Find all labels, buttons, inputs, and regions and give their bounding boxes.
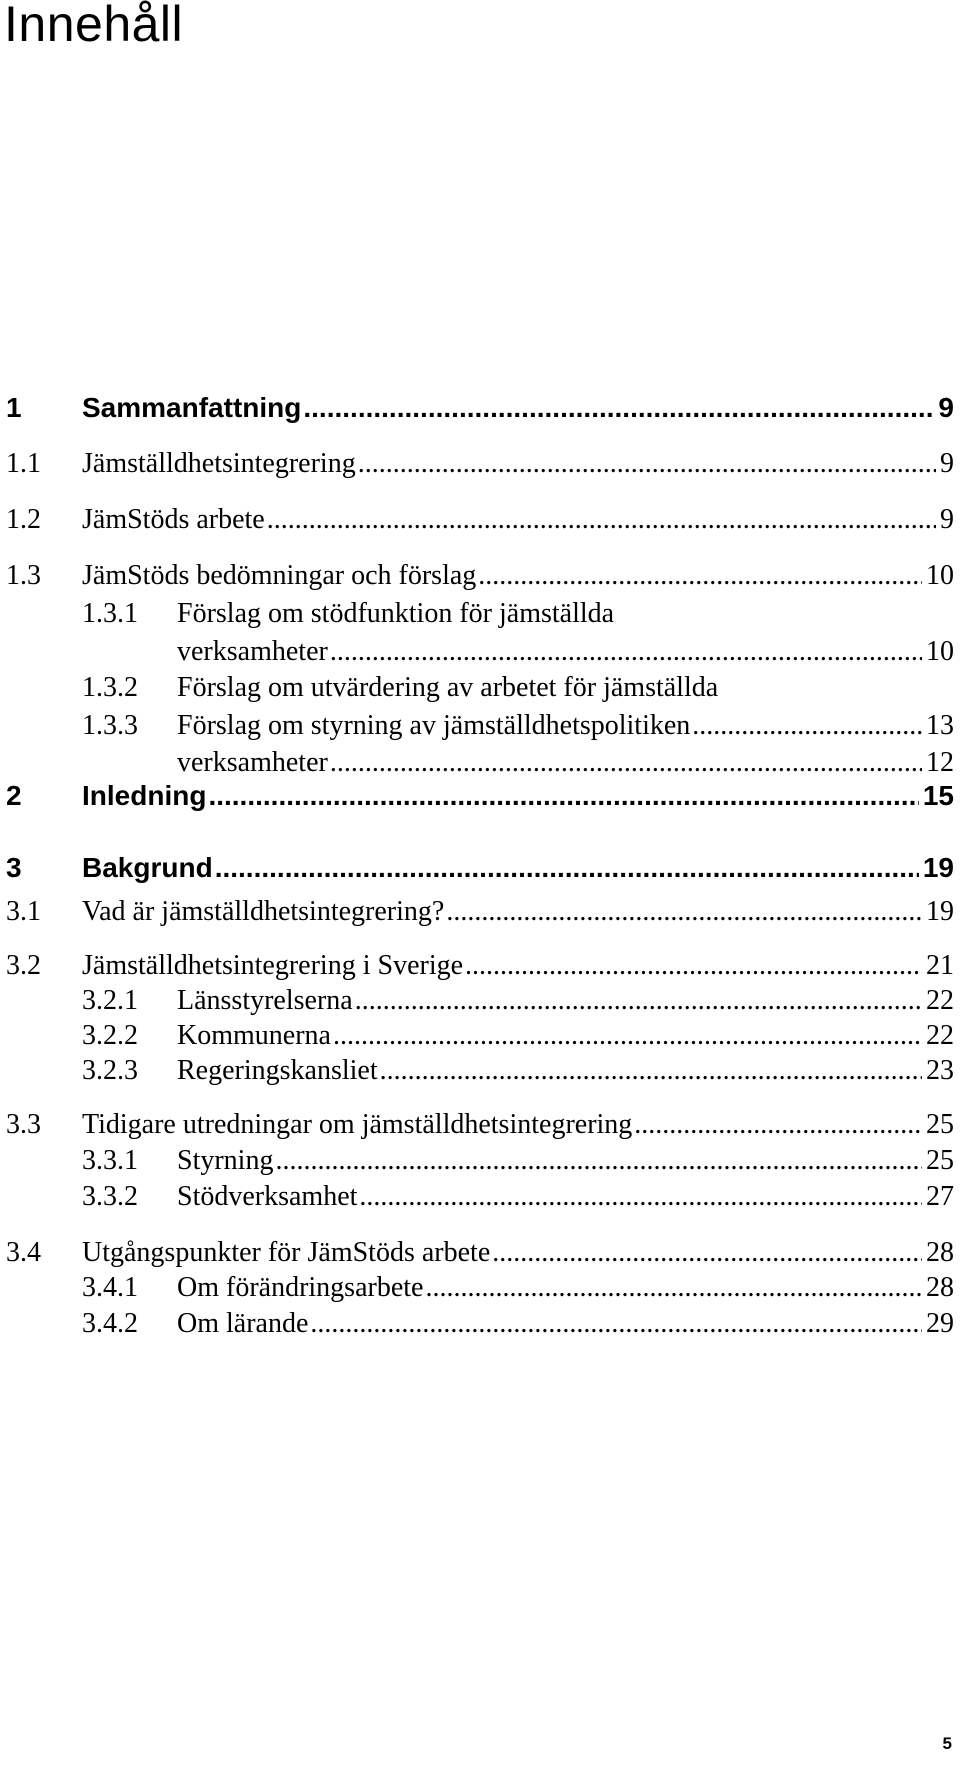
toc-entry[interactable]	[0, 598, 960, 638]
toc-entry[interactable]	[0, 504, 960, 544]
toc-entry-number: 3.2.1	[82, 985, 138, 1016]
toc-dot-leader	[330, 747, 922, 779]
toc-entry[interactable]	[0, 1237, 960, 1277]
page-title: Innehåll	[4, 0, 184, 52]
toc-dot-leader	[380, 1055, 922, 1087]
toc-entry[interactable]	[0, 852, 960, 892]
toc-dot-leader	[692, 710, 922, 742]
toc-entry-title: Styrning	[177, 1145, 274, 1176]
toc-dot-leader	[355, 985, 922, 1017]
toc-entry[interactable]	[0, 392, 960, 432]
toc-entry-title: Utgångspunkter för JämStöds arbete	[82, 1237, 491, 1268]
toc-entry[interactable]	[0, 1272, 960, 1312]
toc-entry-page: 22	[926, 1020, 954, 1051]
toc-entry-title: JämStöds bedömningar och förslag	[82, 560, 477, 591]
toc-entry-page: 22	[926, 985, 954, 1016]
toc-entry-number: 3.3.1	[82, 1145, 138, 1176]
toc-dot-leader	[359, 1181, 922, 1213]
toc-dot-leader	[478, 560, 922, 592]
toc-entry-page: 19	[926, 896, 954, 927]
toc-entry[interactable]	[0, 896, 960, 936]
toc-entry-page: 15	[922, 780, 954, 811]
toc-entry-page: 13	[926, 710, 954, 741]
toc-entry-number: 3.2.3	[82, 1055, 138, 1086]
toc-entry-title: Jämställdhetsintegrering	[82, 448, 356, 479]
toc-entry-page: 10	[926, 636, 954, 667]
toc-entry-title: Förslag om styrning av jämställdhetspolitiken	[177, 710, 691, 741]
toc-entry-number: 1.3.2	[82, 672, 138, 703]
toc-dot-leader	[358, 448, 936, 480]
toc-entry[interactable]	[0, 1308, 960, 1348]
toc-dot-leader	[275, 1145, 922, 1177]
toc-entry-page: 25	[926, 1109, 954, 1140]
toc-dot-leader	[333, 1020, 922, 1052]
toc-entry-title: Länsstyrelserna	[177, 985, 353, 1016]
toc-entry-number: 1.3.1	[82, 598, 138, 629]
toc-entry-number: 1.1	[6, 448, 41, 479]
toc-entry[interactable]	[0, 672, 960, 712]
toc-dot-leader	[310, 1308, 922, 1340]
toc-entry-number: 3.3	[6, 1109, 41, 1140]
toc-entry-number: 3.2.2	[82, 1020, 138, 1051]
toc-dot-leader	[215, 852, 919, 884]
toc-entry-title: JämStöds arbete	[82, 504, 265, 535]
toc-entry-title: Förslag om utvärdering av arbetet för jämställda	[177, 672, 719, 703]
toc-entry[interactable]	[0, 1109, 960, 1149]
toc-entry-page: 27	[926, 1181, 954, 1212]
toc-entry-page: 9	[940, 448, 954, 479]
toc-entry[interactable]	[0, 1145, 960, 1185]
toc-dot-leader	[330, 636, 922, 668]
toc-entry-page: 19	[922, 852, 954, 883]
toc-entry-number: 3.3.2	[82, 1181, 138, 1212]
toc-entry[interactable]	[0, 1055, 960, 1095]
toc-entry[interactable]	[0, 780, 960, 820]
toc-dot-leader	[208, 780, 918, 812]
toc-entry-page: 10	[926, 560, 954, 591]
toc-entry-page: 28	[926, 1272, 954, 1303]
toc-entry[interactable]	[0, 985, 960, 1025]
toc-entry-title: Förslag om stödfunktion för jämställda	[177, 598, 615, 629]
toc-entry-title: Regeringskansliet	[177, 1055, 378, 1086]
toc-entry-number: 3.2	[6, 950, 41, 981]
toc-dot-leader	[425, 1272, 922, 1304]
toc-entry-number: 3.1	[6, 896, 41, 927]
toc-entry-title: Om lärande	[177, 1308, 309, 1339]
toc-entry-number: 1.3.3	[82, 710, 138, 741]
toc-entry-title: Jämställdhetsintegrering i Sverige	[82, 950, 464, 981]
toc-entry-title: Stödverksamhet	[177, 1181, 358, 1212]
toc-entry-page: 9	[938, 392, 954, 423]
toc-entry-number: 1	[6, 392, 22, 423]
toc-entry[interactable]	[0, 710, 960, 750]
toc-entry-number: 1.3	[6, 560, 41, 591]
toc-dot-leader	[446, 896, 922, 928]
toc-entry-number: 3.4.2	[82, 1308, 138, 1339]
toc-entry-number: 2	[6, 780, 22, 811]
toc-dot-leader	[303, 392, 934, 424]
toc-entry-title: Bakgrund	[82, 852, 213, 883]
page-number: 5	[942, 1734, 952, 1753]
toc-entry-number: 3.4	[6, 1237, 41, 1268]
toc-entry-page: 9	[940, 504, 954, 535]
toc-entry-page: 12	[926, 747, 954, 778]
toc-dot-leader	[465, 950, 922, 982]
toc-entry-title-continuation: verksamheter	[177, 747, 328, 778]
toc-entry-page: 28	[926, 1237, 954, 1268]
toc-entry-number: 1.2	[6, 504, 41, 535]
toc-dot-leader	[492, 1237, 922, 1269]
toc-entry-number: 3	[6, 852, 22, 883]
toc-entry[interactable]	[0, 1020, 960, 1060]
toc-entry[interactable]	[0, 1181, 960, 1221]
toc-entry[interactable]	[0, 560, 960, 600]
toc-entry-page: 25	[926, 1145, 954, 1176]
toc-entry-page: 21	[926, 950, 954, 981]
toc-dot-leader	[634, 1109, 922, 1141]
toc-entry-title: Sammanfattning	[82, 392, 302, 423]
toc-entry[interactable]	[0, 448, 960, 488]
toc-entry-continuation[interactable]	[0, 636, 960, 676]
toc-entry-title: Kommunerna	[177, 1020, 331, 1051]
toc-entry[interactable]	[0, 950, 960, 990]
toc-entry-title: Inledning	[82, 780, 207, 811]
toc-entry-number: 3.4.1	[82, 1272, 138, 1303]
toc-entry-title-continuation: verksamheter	[177, 636, 328, 667]
toc-entry-title: Tidigare utredningar om jämställdhetsintegrering	[82, 1109, 633, 1140]
toc-entry-page: 29	[926, 1308, 954, 1339]
toc-entry-page: 23	[926, 1055, 954, 1086]
toc-entry-title: Vad är jämställdhetsintegrering?	[82, 896, 445, 927]
toc-entry-title: Om förändringsarbete	[177, 1272, 424, 1303]
toc-dot-leader	[267, 504, 936, 536]
